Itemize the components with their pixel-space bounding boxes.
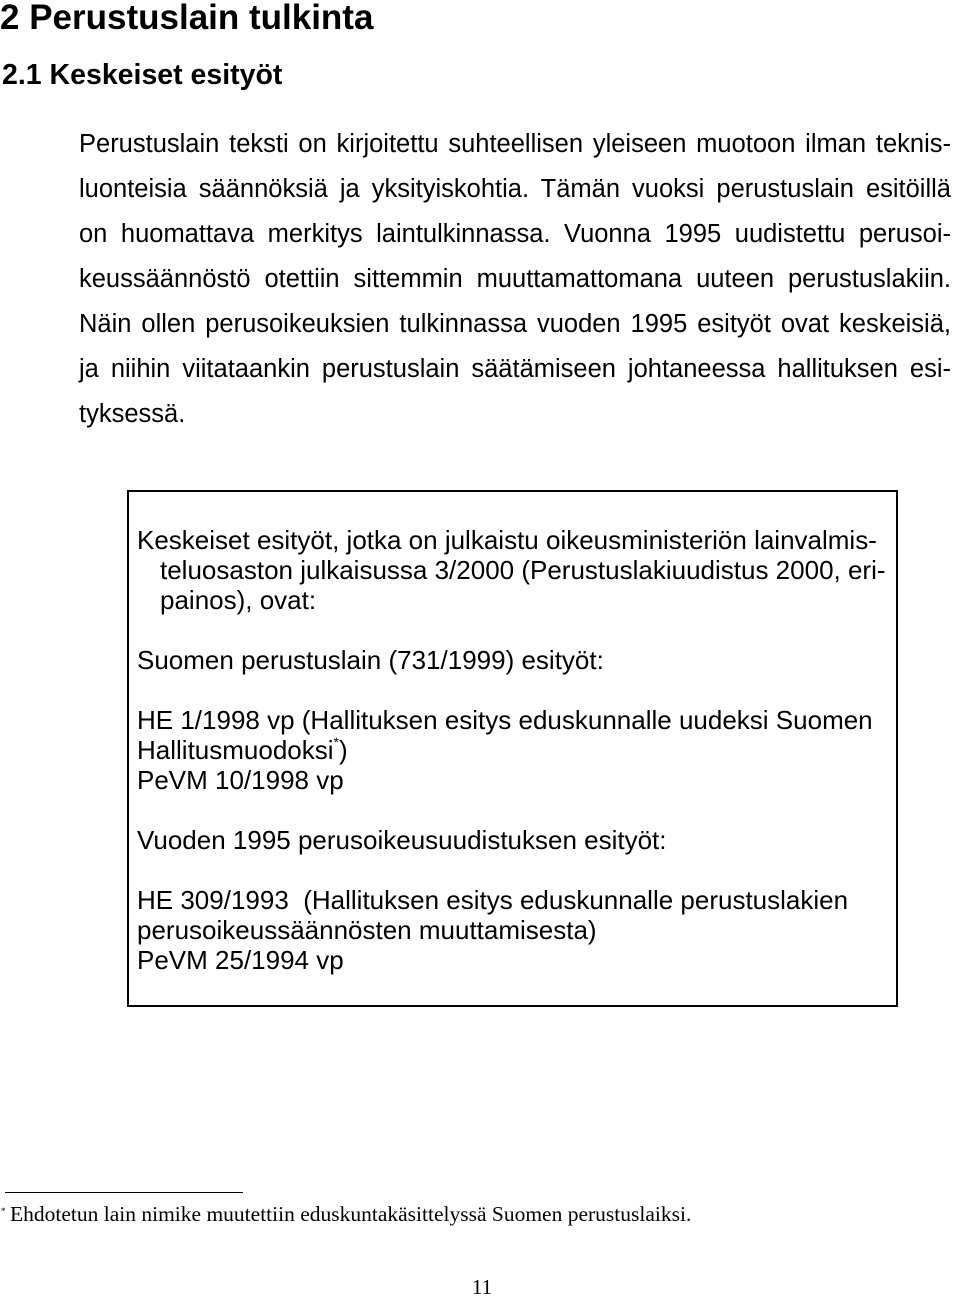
body-line: luonteisia säännöksiä ja yksityiskohtia. Tämän vuoksi perustuslain esitöillä	[79, 175, 951, 203]
body-line-last: tyksessä.	[79, 400, 186, 428]
footnote-reference: *	[333, 734, 339, 751]
footnote-text: Ehdotetun lain nimike muutettiin eduskuntakäsittelyssä Suomen perustuslaiksi.	[10, 1202, 692, 1226]
page-number: 11	[471, 1275, 493, 1299]
constitution-works-heading: Suomen perustuslain (731/1999) esityöt:	[137, 645, 604, 675]
reform-works-heading: Vuoden 1995 perusoikeusuudistuksen esityöt:	[137, 825, 667, 855]
body-line: Näin ollen perusoikeuksien tulkinnassa vuoden 1995 esityöt ovat keskeisiä,	[79, 310, 951, 338]
constitution-pevm-line: PeVM 10/1998 vp	[137, 765, 344, 795]
reform-he-line: HE 309/1993 (Hallituksen esitys eduskunnalle perustuslakien	[137, 885, 849, 915]
constitution-he-line-cont	[137, 735, 896, 765]
he-line-end: )	[338, 735, 348, 765]
body-line: on huomattava merkitys laintulkinnassa. Vuonna 1995 uudistettu perusoi-	[79, 220, 951, 248]
body-line: Perustuslain teksti on kirjoitettu suhteellisen yleiseen muotoon ilman teknis-	[79, 130, 951, 158]
footnote-mark: *	[1, 1206, 6, 1216]
body-paragraph	[79, 122, 951, 437]
he-line-cont-text: Hallitusmuodoksi	[137, 735, 334, 765]
footnote-separator	[5, 1192, 243, 1193]
chapter-heading: 2 Perustuslain tulkinta	[0, 0, 374, 37]
body-line: keussäännöstö otettiin sittemmin muuttamattomana uuteen perustuslakiin.	[79, 265, 951, 293]
reform-pevm-line: PeVM 25/1994 vp	[137, 945, 344, 975]
box-intro-line: painos), ovat:	[160, 585, 317, 615]
body-line: ja niihin viitataankin perustuslain säätämiseen johtaneessa hallituksen esi-	[79, 355, 951, 383]
box-intro-line: teluosaston julkaisussa 3/2000 (Perustuslakiuudistus 2000, eri-	[160, 555, 886, 585]
box-intro-line: Keskeiset esityöt, jotka on julkaistu oikeusministeriön lainvalmis-	[137, 525, 877, 555]
section-heading: 2.1 Keskeiset esityöt	[2, 59, 283, 91]
preparatory-works-box	[127, 490, 898, 1007]
reform-he-line-cont: perusoikeussäännösten muuttamisesta)	[137, 915, 597, 945]
constitution-he-line: HE 1/1998 vp (Hallituksen esitys eduskunnalle uudeksi Suomen	[137, 705, 873, 735]
